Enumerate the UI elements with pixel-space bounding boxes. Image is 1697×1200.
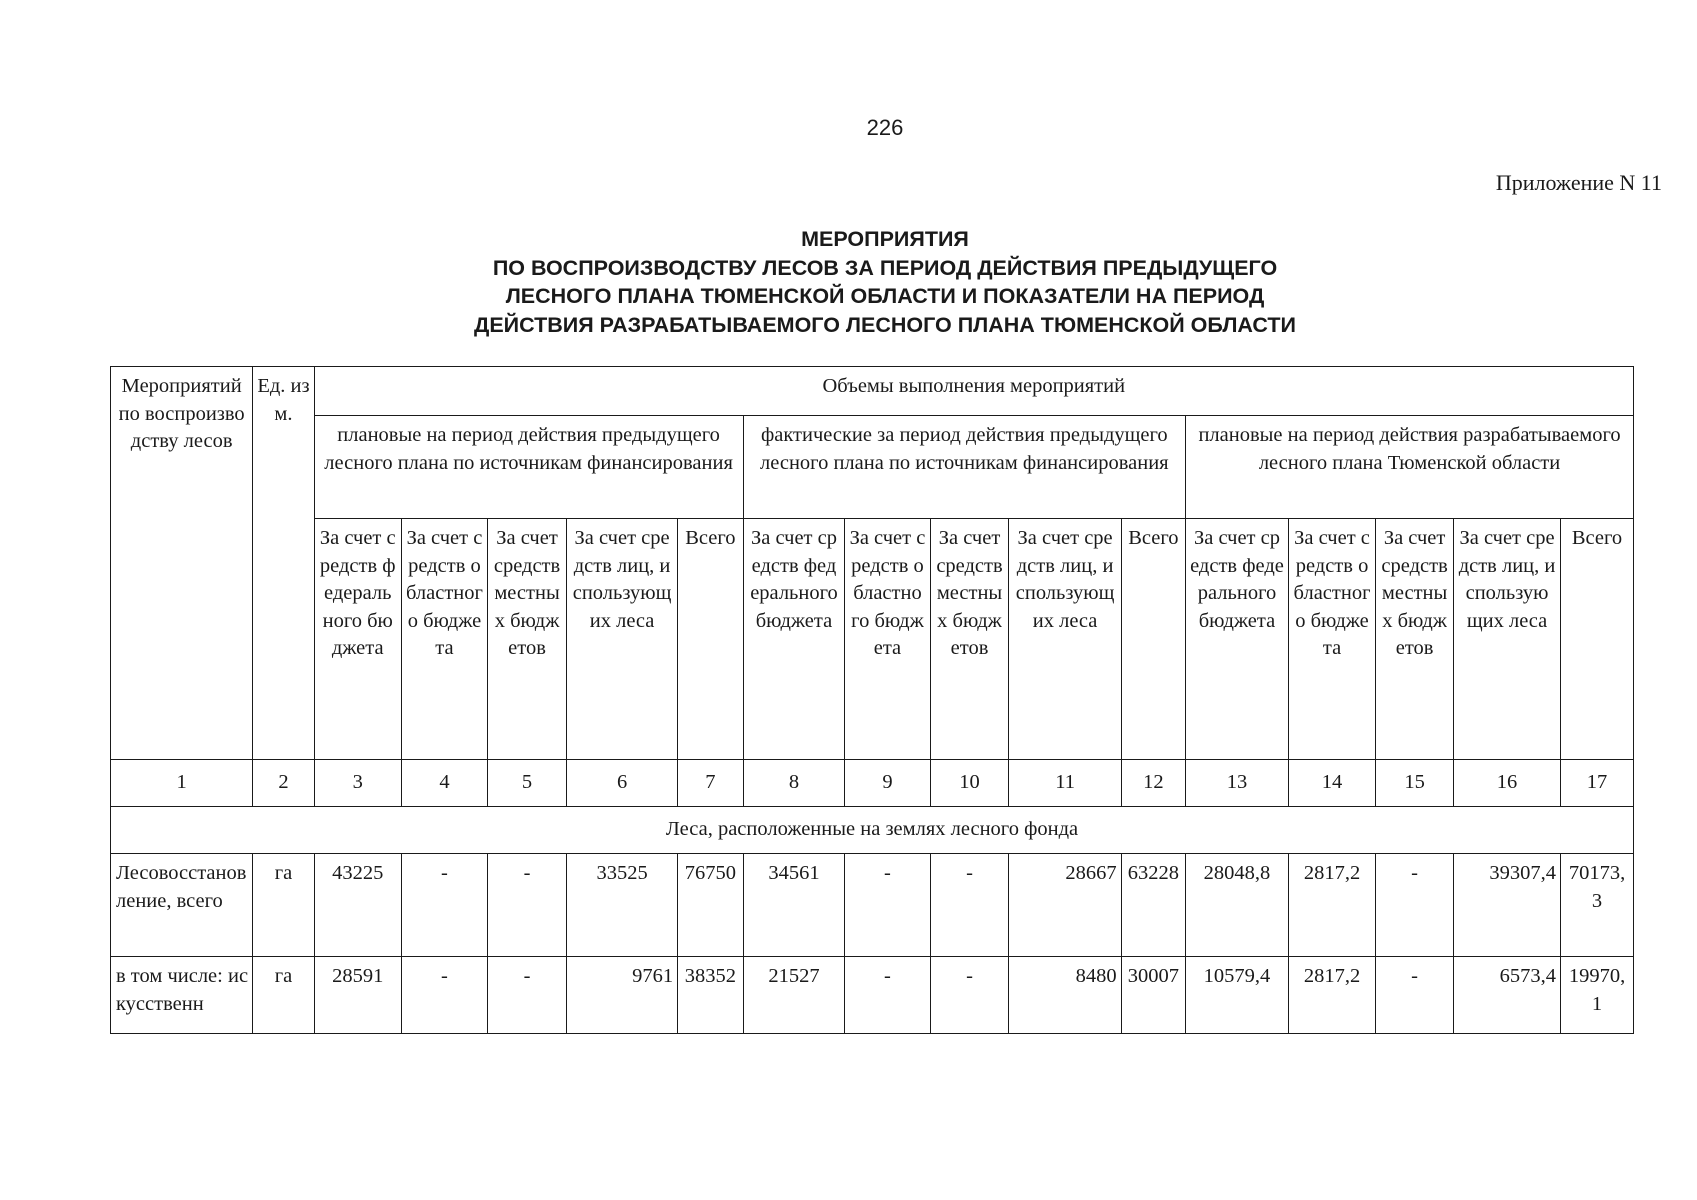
table-cell: -: [401, 854, 487, 957]
table-cell: 43225: [314, 854, 401, 957]
header-event: Мероприятий по воспроизводству лесов: [111, 367, 253, 760]
table-cell: 33525: [567, 854, 678, 957]
table-cell: 8480: [1009, 957, 1121, 1034]
subheader-cell: Всего: [1561, 519, 1634, 760]
column-number: 7: [678, 760, 743, 807]
column-number: 10: [930, 760, 1009, 807]
subheader-cell: За счет средств федерального бюджета: [314, 519, 401, 760]
table-cell: 28048,8: [1186, 854, 1289, 957]
table-cell: 19970,1: [1561, 957, 1634, 1034]
table-cell: -: [488, 957, 567, 1034]
header-volumes: Объемы выполнения мероприятий: [314, 367, 1633, 416]
column-number: 1: [111, 760, 253, 807]
title-line: ДЕЙСТВИЯ РАЗРАБАТЫВАЕМОГО ЛЕСНОГО ПЛАНА ТЮМЕНСКОЙ ОБЛАСТИ: [474, 312, 1296, 337]
column-number: 9: [845, 760, 930, 807]
column-number: 2: [253, 760, 314, 807]
column-number: 5: [488, 760, 567, 807]
table-cell: -: [930, 854, 1009, 957]
column-number: 6: [567, 760, 678, 807]
header-group-actual-previous: фактические за период действия предыдущего лесного плана по источникам финансирования: [743, 416, 1185, 519]
table-cell: 70173,3: [1561, 854, 1634, 957]
table-cell: 30007: [1121, 957, 1185, 1034]
column-number: 4: [401, 760, 487, 807]
table-cell: 39307,4: [1454, 854, 1561, 957]
table-cell: -: [845, 854, 930, 957]
subheader-cell: За счет средств областного бюджета: [401, 519, 487, 760]
row-unit: га: [253, 957, 314, 1034]
row-event: Лесовосстановление, всего: [111, 854, 253, 957]
header-group-planned-previous: плановые на период действия предыдущего лесного плана по источникам финансирования: [314, 416, 743, 519]
subheader-cell: За счет средств областного бюджета: [845, 519, 930, 760]
table-row: [111, 957, 1634, 1034]
row-unit: га: [253, 854, 314, 957]
table-cell: 34561: [743, 854, 845, 957]
page-number: 226: [866, 115, 904, 140]
table-cell: 76750: [678, 854, 743, 957]
table-cell: 2817,2: [1288, 854, 1375, 957]
subheader-cell: За счет средств федерального бюджета: [743, 519, 845, 760]
table-cell: 10579,4: [1186, 957, 1289, 1034]
table-cell: -: [845, 957, 930, 1034]
subheader-cell: Всего: [1121, 519, 1185, 760]
table-cell: 6573,4: [1454, 957, 1561, 1034]
title-line: МЕРОПРИЯТИЯ: [801, 227, 969, 251]
subheader-cell: За счет средств местных бюджетов: [1376, 519, 1454, 760]
subheader-cell: За счет средств областного бюджета: [1288, 519, 1375, 760]
table-cell: -: [930, 957, 1009, 1034]
column-number: 14: [1288, 760, 1375, 807]
subheader-cell: За счет средств федерального бюджета: [1186, 519, 1289, 760]
subheader-cell: За счет средств местных бюджетов: [488, 519, 567, 760]
table-cell: 2817,2: [1288, 957, 1375, 1034]
table-cell: -: [401, 957, 487, 1034]
subheader-cell: За счет средств лиц, использующих леса: [1454, 519, 1561, 760]
column-number: 16: [1454, 760, 1561, 807]
table-row: [111, 854, 1634, 957]
reforestation-table: [110, 366, 1634, 1034]
header-unit: Ед. изм.: [253, 367, 314, 760]
table-cell: 38352: [678, 957, 743, 1034]
subheader-cell: За счет средств местных бюджетов: [930, 519, 1009, 760]
document-title: [0, 225, 1697, 339]
table-cell: 21527: [743, 957, 845, 1034]
table-cell: 28591: [314, 957, 401, 1034]
appendix-label: Приложение N 11: [1495, 170, 1662, 195]
title-line: ЛЕСНОГО ПЛАНА ТЮМЕНСКОЙ ОБЛАСТИ И ПОКАЗАТЕЛИ НА ПЕРИОД: [505, 284, 1265, 308]
column-number: 3: [314, 760, 401, 807]
table-cell: -: [488, 854, 567, 957]
table-cell: -: [1376, 957, 1454, 1034]
subheader-cell: За счет средств лиц, использующих леса: [567, 519, 678, 760]
header-group-planned-new: плановые на период действия разрабатываемого лесного плана Тюменской области: [1186, 416, 1634, 519]
column-number: 17: [1561, 760, 1634, 807]
subheader-cell: За счет средств лиц, использующих леса: [1009, 519, 1121, 760]
column-number: 13: [1186, 760, 1289, 807]
column-number: 8: [743, 760, 845, 807]
table-cell: 63228: [1121, 854, 1185, 957]
table-cell: 9761: [567, 957, 678, 1034]
title-line: ПО ВОСПРОИЗВОДСТВУ ЛЕСОВ ЗА ПЕРИОД ДЕЙСТВИЯ ПРЕДЫДУЩЕГО: [492, 255, 1278, 280]
row-event: в том числе: искусственн: [111, 957, 253, 1034]
subheader-cell: Всего: [678, 519, 743, 760]
table-cell: 28667: [1009, 854, 1121, 957]
column-number: 12: [1121, 760, 1185, 807]
column-number: 11: [1009, 760, 1121, 807]
table-cell: -: [1376, 854, 1454, 957]
column-number: 15: [1376, 760, 1454, 807]
section-title: Леса, расположенные на землях лесного фонда: [111, 807, 1634, 854]
